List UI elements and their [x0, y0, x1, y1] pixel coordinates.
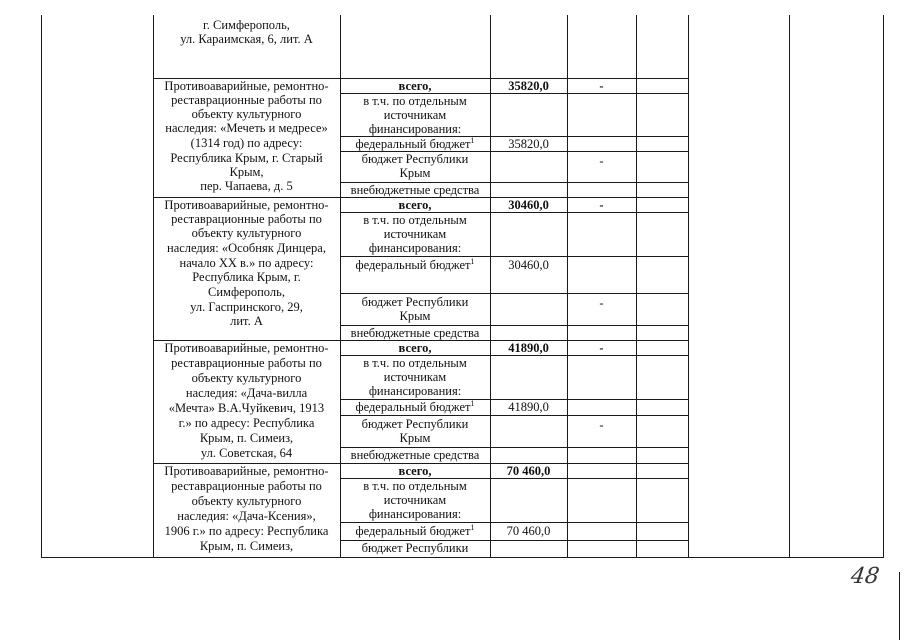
page-edge-mark — [899, 572, 900, 640]
dash-value: - — [599, 296, 604, 310]
total-label: всего, — [398, 198, 432, 212]
federal-value: 30460,0 — [508, 258, 549, 272]
description-line: ул. Советская, 64 — [200, 446, 293, 460]
description-line: реставрационные работы по — [171, 93, 322, 107]
description-line: наследия: «Особняк Динцера, — [167, 241, 326, 255]
grid-line — [340, 522, 688, 523]
description-line: лит. А — [230, 314, 263, 328]
description-line: начало XX в.» по адресу: — [179, 256, 314, 270]
page-number: 48 — [849, 564, 881, 589]
source-label: финансирования: — [368, 384, 462, 398]
description-line: Крым, — [229, 165, 264, 179]
description-line: наследия: «Дача-вилла — [185, 386, 308, 400]
description-line: Противоаварийные, ремонтно- — [164, 198, 329, 212]
grid-line — [688, 15, 689, 558]
source-label: финансирования: — [368, 507, 462, 521]
address-line: г. Симферополь, — [203, 18, 290, 32]
republic-budget-label: Крым — [399, 431, 431, 445]
source-label: в т.ч. по отдельным — [363, 356, 467, 370]
grid-line — [789, 15, 790, 558]
address-line: ул. Караимская, 6, лит. А — [180, 32, 313, 46]
description-line: Крым, п. Симеиз, — [199, 539, 294, 553]
offbudget-label: внебюджетные средства — [350, 183, 480, 197]
description-line: Симферополь, — [208, 285, 285, 299]
federal-value: 70 460,0 — [506, 524, 551, 538]
description-line: объекту культурного — [191, 371, 302, 385]
federal-budget-label: федеральный бюджет$^1$ — [355, 256, 475, 272]
source-label: в т.ч. по отдельным — [363, 94, 467, 108]
description-line: наследия: «Мечеть и медресе» — [165, 121, 328, 135]
source-label: источникам — [383, 227, 447, 241]
grid-line — [340, 293, 688, 294]
total-label: всего, — [398, 464, 432, 478]
republic-budget-label: бюджет Республики — [361, 295, 469, 309]
description-line: Противоаварийные, ремонтно- — [164, 341, 329, 355]
total-value: 70 460,0 — [506, 464, 551, 478]
dash-value: - — [599, 418, 604, 432]
grid-line — [41, 557, 884, 558]
description-line: Противоаварийные, ремонтно- — [164, 464, 329, 478]
dash-value: - — [599, 198, 604, 212]
source-label: финансирования: — [368, 241, 462, 255]
description-line: объекту культурного — [191, 226, 302, 240]
description-line: г.» по адресу: Республика — [178, 416, 315, 430]
total-value: 30460,0 — [508, 198, 549, 212]
federal-value: 35820,0 — [508, 137, 549, 151]
republic-budget-label: бюджет Республики — [361, 541, 469, 555]
total-value: 41890,0 — [508, 341, 549, 355]
source-label: источникам — [383, 108, 447, 122]
description-line: Крым, п. Симеиз, — [199, 431, 294, 445]
source-label: источникам — [383, 493, 447, 507]
offbudget-label: внебюджетные средства — [350, 448, 480, 462]
description-line: 1906 г.» по адресу: Республика — [164, 524, 329, 538]
description-line: Республика Крым, г. Старый — [170, 151, 323, 165]
federal-budget-label: федеральный бюджет$^1$ — [355, 522, 475, 538]
dash-value: - — [599, 341, 604, 355]
source-label: в т.ч. по отдельным — [363, 213, 467, 227]
description-line: (1314 год) по адресу: — [190, 136, 303, 150]
source-label: источникам — [383, 370, 447, 384]
source-label: финансирования: — [368, 122, 462, 136]
grid-line — [340, 256, 688, 257]
description-line: объекту культурного — [191, 494, 302, 508]
dash-value: - — [599, 79, 604, 93]
description-line: реставрационные работы по — [171, 356, 322, 370]
description-line: Противоаварийные, ремонтно- — [164, 79, 329, 93]
republic-budget-label: бюджет Республики — [361, 152, 469, 166]
description-line: наследия: «Дача-Ксения», — [177, 509, 316, 523]
dash-value: - — [599, 154, 604, 168]
source-label: в т.ч. по отдельным — [363, 479, 467, 493]
total-label: всего, — [398, 79, 432, 93]
grid-line — [41, 15, 42, 558]
description-line: «Мечта» В.А.Чуйкевич, 1913 — [168, 401, 325, 415]
federal-budget-label: федеральный бюджет$^1$ — [355, 135, 475, 151]
total-value: 35820,0 — [508, 79, 549, 93]
federal-value: 41890,0 — [508, 400, 549, 414]
republic-budget-label: бюджет Республики — [361, 417, 469, 431]
grid-line — [340, 415, 688, 416]
description-line: объекту культурного — [191, 107, 302, 121]
grid-line — [883, 15, 884, 558]
description-line: ул. Гаспринского, 29, — [190, 300, 303, 314]
description-line: пер. Чапаева, д. 5 — [200, 179, 293, 193]
republic-budget-label: Крым — [399, 309, 431, 323]
republic-budget-label: Крым — [399, 166, 431, 180]
offbudget-label: внебюджетные средства — [350, 326, 480, 340]
description-line: Республика Крым, г. — [192, 270, 301, 284]
federal-budget-label: федеральный бюджет$^1$ — [355, 398, 475, 414]
grid-line — [636, 15, 637, 558]
total-label: всего, — [398, 341, 432, 355]
description-line: реставрационные работы по — [171, 479, 322, 493]
grid-line — [567, 15, 568, 558]
description-line: реставрационные работы по — [171, 212, 322, 226]
